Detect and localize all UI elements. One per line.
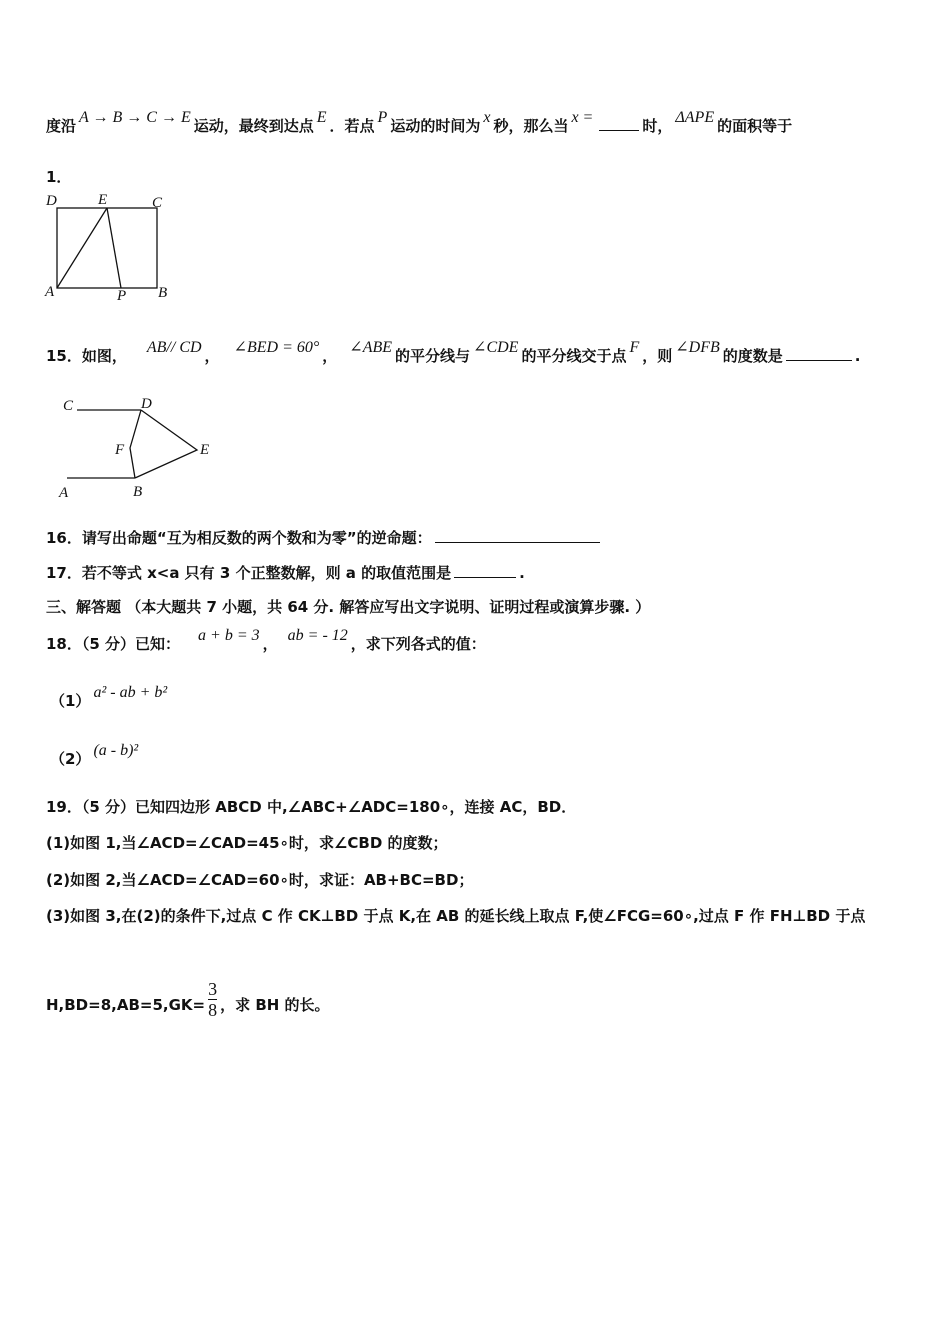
q14-line [46, 109, 793, 136]
section-3-heading: 三、解答题 （本大题共 7 小题，共 64 分. 解答应写出文字说明、证明过程或演算步骤. ） [46, 598, 651, 616]
q16-answer-blank[interactable] [435, 541, 600, 543]
q15-text-5: 的度数是 [722, 347, 783, 365]
q19-fraction [208, 979, 217, 1020]
segment-ae [57, 208, 107, 288]
q18-expr-2: (a - b)² [93, 742, 139, 759]
q14-text-1: 度沿 [46, 117, 77, 135]
q19-line-3: (2)如图 2,当∠ACD=∠CAD=60∘时，求证：AB+BC=BD； [46, 871, 474, 889]
q18-line [46, 627, 486, 654]
fraction-denominator: 8 [208, 1000, 218, 1020]
q18-part-1 [50, 684, 170, 711]
q15-text-3: 的平分线交于点 [521, 347, 627, 365]
q18-part-1-label: （1） [50, 692, 91, 710]
segment-ep [107, 208, 121, 288]
q19-line-2: (1)如图 1,当∠ACD=∠CAD=45∘时，求∠CBD 的度数； [46, 834, 448, 852]
q15-answer-blank[interactable] [786, 359, 852, 361]
label-f: F [115, 442, 125, 458]
q16-text: 16．请写出命题“互为相反数的两个数和为零”的逆命题： [46, 529, 432, 547]
q14-text-7: 的面积等于 [717, 117, 793, 135]
q18-text-2: ，求下列各式的值： [350, 635, 486, 653]
q14-text-4: 运动的时间为 [390, 117, 481, 135]
q19-line-5-end: ，求 BH 的长。 [220, 996, 330, 1014]
q15-text-4: ，则 [642, 347, 673, 365]
polyline-d-f-b [130, 410, 141, 478]
q18-part-2-label: （2） [50, 750, 91, 768]
polyline-d-e-b [135, 410, 197, 478]
label-b: B [158, 285, 168, 301]
q14-text-5: 秒，那么当 [493, 117, 569, 135]
q15-figure-parallel-lines [55, 390, 225, 505]
q15-math-angle-cde: ∠CDE [473, 339, 519, 356]
label-b: B [133, 484, 143, 500]
label-p: P [117, 288, 127, 304]
label-d: D [46, 193, 57, 209]
q18-part-2 [50, 742, 141, 769]
q15-text-1: 15．如图， [46, 347, 127, 365]
q14-text-6: 时， [642, 117, 673, 135]
q18-text-1: 18．（5 分）已知： [46, 635, 181, 653]
q14-math-x: x [483, 109, 491, 126]
q14-math-path: A → B → C → E [79, 109, 191, 126]
q17-text: 17．若不等式 x<a 只有 3 个正整数解，则 a 的取值范围是 [46, 564, 452, 582]
q17-answer-blank[interactable] [454, 576, 516, 578]
q14-math-ape: ΔAPE [675, 109, 715, 126]
label-c: C [152, 195, 163, 211]
q14-answer-1: 1． [46, 168, 72, 186]
q19-line-4: (3)如图 3,在(2)的条件下,过点 C 作 CK⊥BD 于点 K,在 AB 的延长线上取点 F,使∠FCG=60∘,过点 F 作 FH⊥BD 于点 [46, 907, 866, 925]
q18-math-product: ab = - 12 [287, 627, 348, 644]
q14-text-2: 运动，最终到达点 [193, 117, 314, 135]
q15-math-angle-bed: ∠BED = 60° [233, 339, 320, 356]
q18-math-sum: a + b = 3 [198, 627, 260, 644]
rect-abcd [57, 208, 157, 288]
q14-text-3: ．若点 [329, 117, 375, 135]
label-e: E [200, 442, 210, 458]
label-e: E [98, 192, 108, 208]
q19-line-5 [46, 979, 330, 1026]
label-c: C [63, 398, 74, 414]
q18-comma: ， [262, 635, 278, 653]
q14-math-e: E [316, 109, 327, 126]
q15-text-6: . [854, 347, 861, 365]
fraction-numerator: 3 [208, 979, 218, 999]
q16-line [46, 527, 603, 548]
q15-comma-1: ， [204, 347, 220, 365]
q15-math-parallel: AB// CD [146, 339, 202, 356]
label-a: A [59, 485, 69, 501]
label-a: A [45, 284, 55, 300]
q18-expr-1: a² - ab + b² [93, 684, 168, 701]
q17-end: . [519, 564, 525, 582]
q14-figure-rectangle [40, 190, 180, 305]
q14-math-x-eq: x = [571, 109, 594, 126]
q15-math-f: F [629, 339, 640, 356]
q15-line [46, 339, 861, 366]
q14-answer-blank[interactable] [599, 129, 639, 131]
q19-line-1: 19．（5 分）已知四边形 ABCD 中,∠ABC+∠ADC=180∘，连接 AC，BD． [46, 798, 577, 816]
q17-line [46, 562, 525, 583]
q15-text-2: 的平分线与 [395, 347, 471, 365]
q14-math-p: P [377, 109, 388, 126]
q15-math-angle-abe: ∠ABE [349, 339, 393, 356]
q15-comma-2: ， [322, 347, 338, 365]
q19-line-5-text: H,BD=8,AB=5,GK= [46, 996, 206, 1014]
label-d: D [141, 396, 152, 412]
q15-math-angle-dfb: ∠DFB [675, 339, 720, 356]
